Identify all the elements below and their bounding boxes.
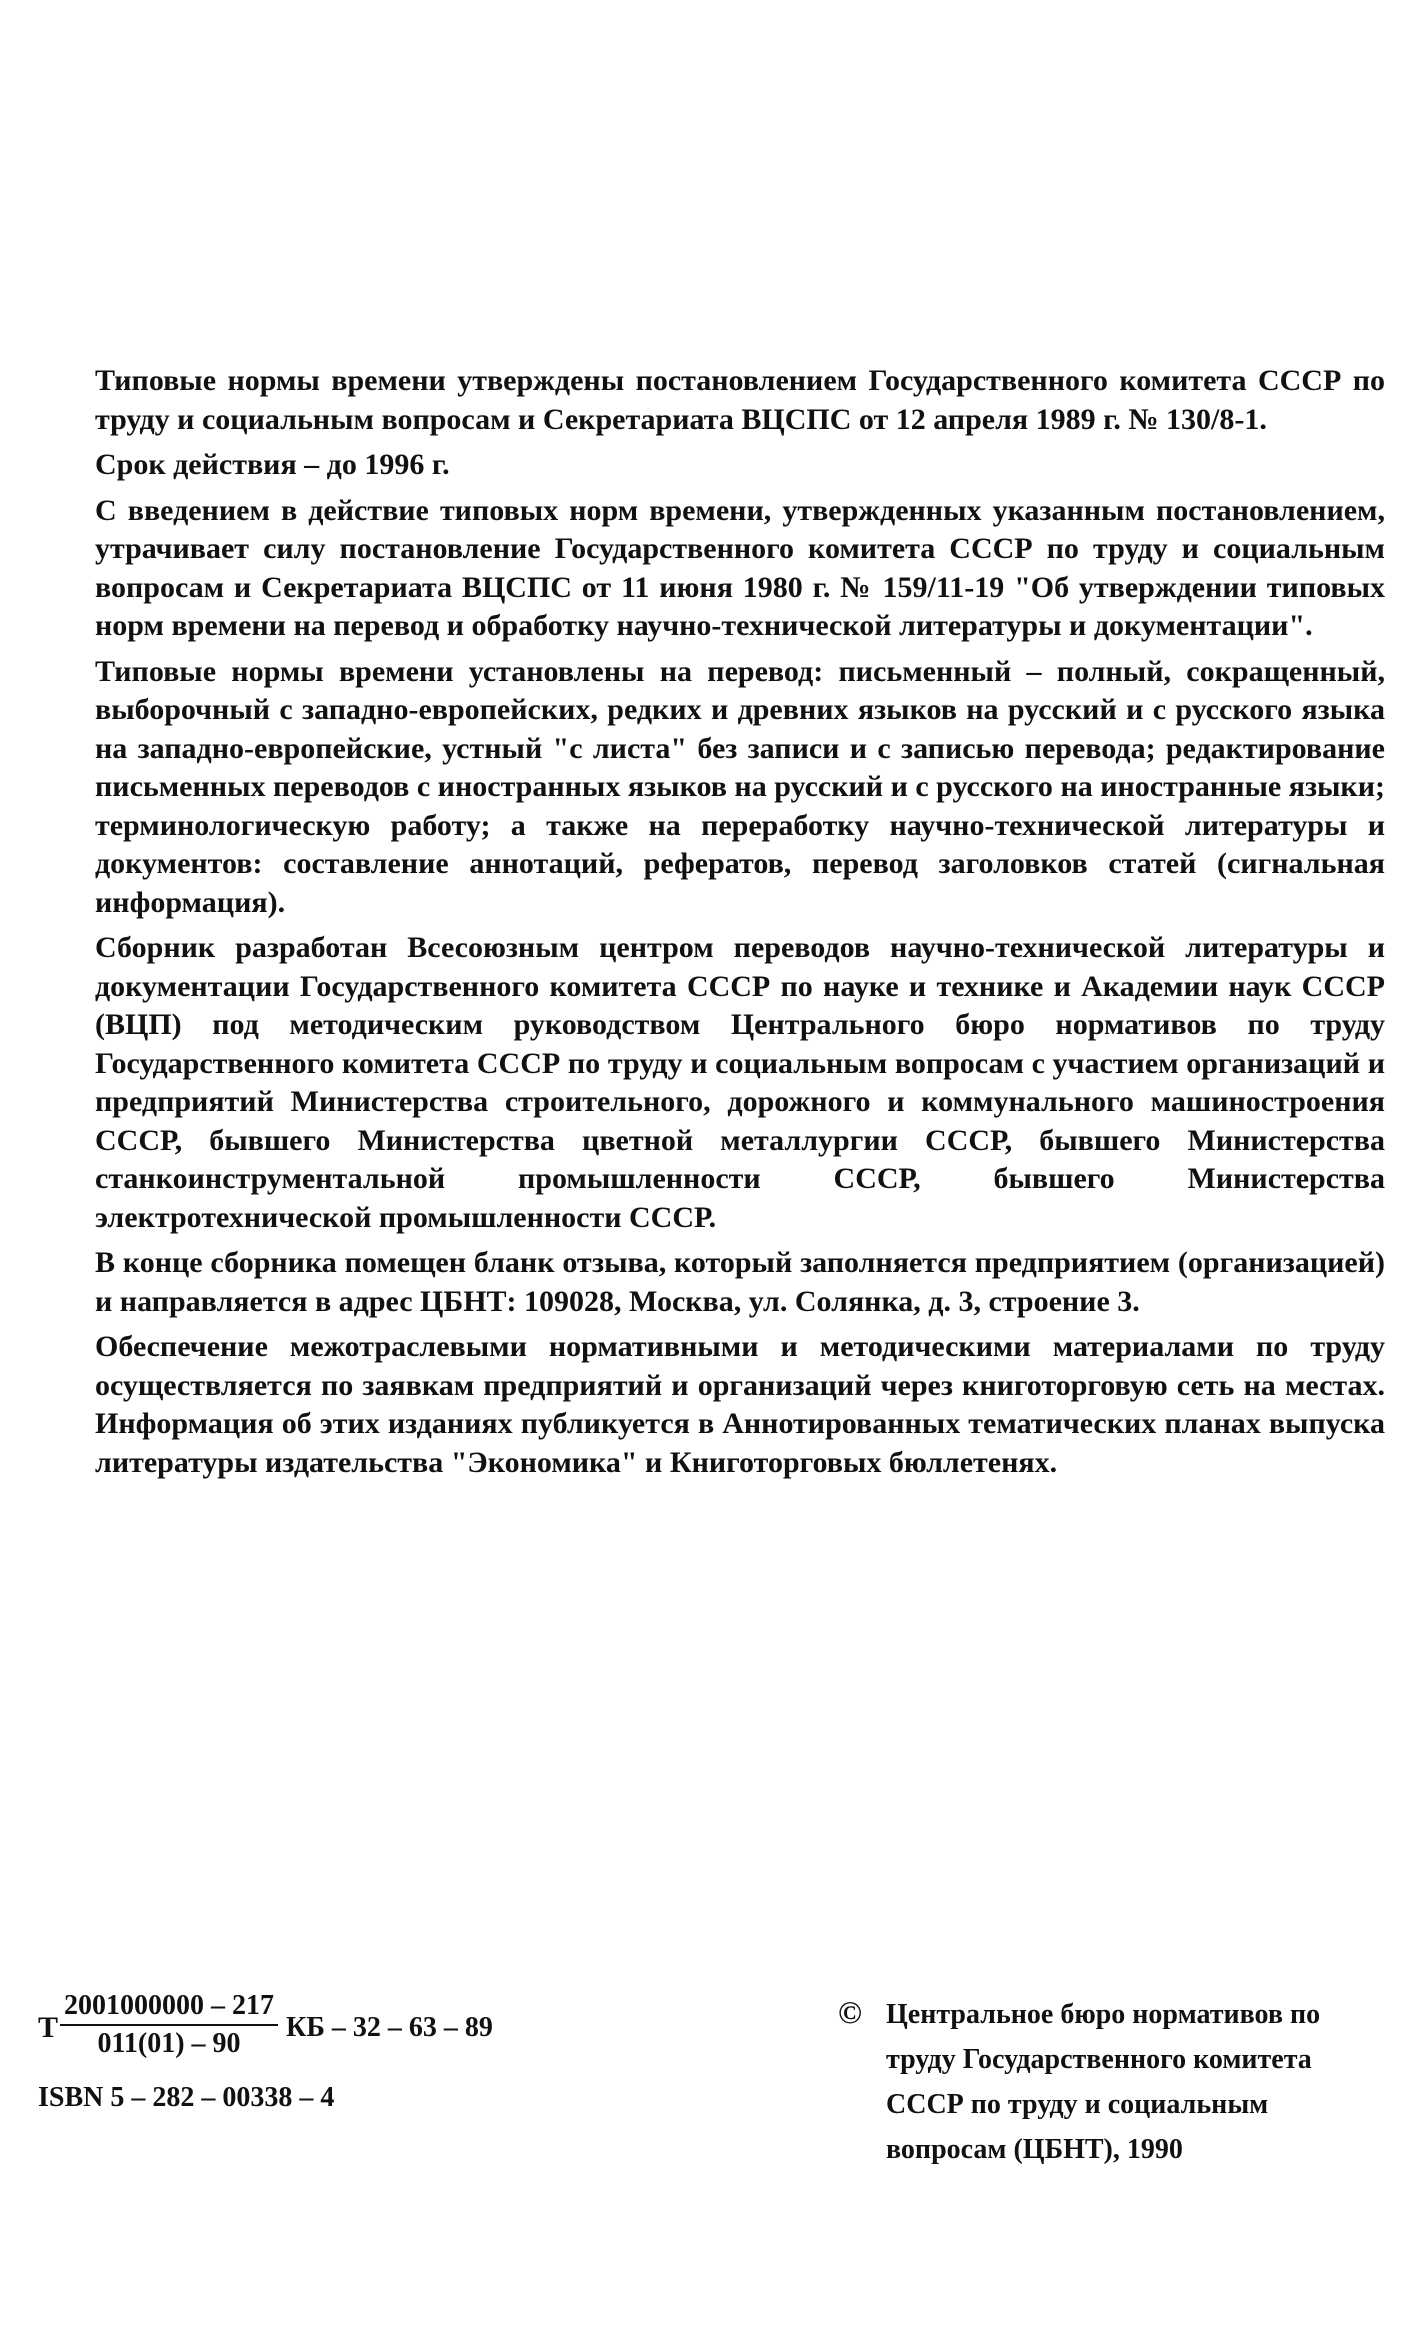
imprint-block (38, 1990, 638, 2114)
paragraph-supersedes: С введением в действие типовых норм времени, утвержденных указанным постановлением, утрачивает силу постановление Государственного комитета СССР по труду и социальным вопросам и Секретариата ВЦСПС от 11 июня 1980 г. № 159/11-19 "Об утверждении типовых норм времени на перевод и обработку научно-технической литературы и документации". (95, 493, 1385, 642)
copyright-block (838, 1990, 1358, 2172)
code-numerator: 2001000000 – 217 (60, 1990, 278, 2026)
paragraph-distribution: Обеспечение межотраслевыми нормативными и методическими материалами по труду осуществляется по заявкам предприятий и организаций через книготорговую сеть на местах. Информация об этих изданиях публикуется в Аннотированных тематических планах выпуска литературы издательства "Экономика" и Книготорговых бюллетенях. (95, 1330, 1385, 1479)
isbn: ISBN 5 – 282 – 00338 – 4 (38, 2082, 335, 2113)
copyright-text: Центральное бюро нормативов по труду Государственного комитета СССР по труду и социальным вопросам (ЦБНТ), 1990 (886, 1999, 1321, 2165)
code-suffix: КБ – 32 – 63 – 89 (286, 2012, 493, 2043)
paragraph-scope: Типовые нормы времени установлены на перевод: письменный – полный, сокращенный, выборочный с западно-европейских, редких и древних языков на русский и с русского языка на западно-европейские, устный "с листа" без записи и с записью перевода; редактирование письменных переводов с иностранных языков на русский и с русского на иностранные языки; терминологическую работу; а также на переработку научно-технической литературы и документов: составление аннотаций, рефератов, перевод заголовков статей (сигнальная информация). (95, 654, 1385, 919)
paragraph-feedback: В конце сборника помещен бланк отзыва, который заполняется предприятием (организацией) и направляется в адрес ЦБНТ: 109028, Москва, ул. Солянка, д. 3, строение 3. (95, 1246, 1385, 1318)
copyright-icon: © (838, 1994, 862, 2030)
catalog-code (38, 1990, 638, 2060)
code-fraction (60, 1990, 278, 2060)
code-letter: Т (38, 2011, 59, 2044)
main-text (95, 362, 1385, 1489)
code-denominator: 011(01) – 90 (97, 2028, 241, 2059)
paragraph-validity: Срок действия – до 1996 г. (95, 448, 450, 481)
paragraph-developers: Сборник разработан Всесоюзным центром переводов научно-технической литературы и документации Государственного комитета СССР по науке и технике и Академии наук СССР (ВЦП) под методическим руководством Центрального бюро нормативов по труду Государственного комитета СССР по труду и социальным вопросам с участием организаций и предприятий Министерства строительного, дорожного и коммунального машиностроения СССР, бывшего Министерства цветной металлургии СССР, бывшего Министерства станкоинструментальной промышленности СССР, бывшего Министерства электротехнической промышленности СССР. (95, 931, 1385, 1234)
paragraph-approval: Типовые нормы времени утверждены постановлением Государственного комитета СССР по труду и социальным вопросам и Секретариата ВЦСПС от 12 апреля 1989 г. № 130/8-1. (95, 364, 1385, 436)
